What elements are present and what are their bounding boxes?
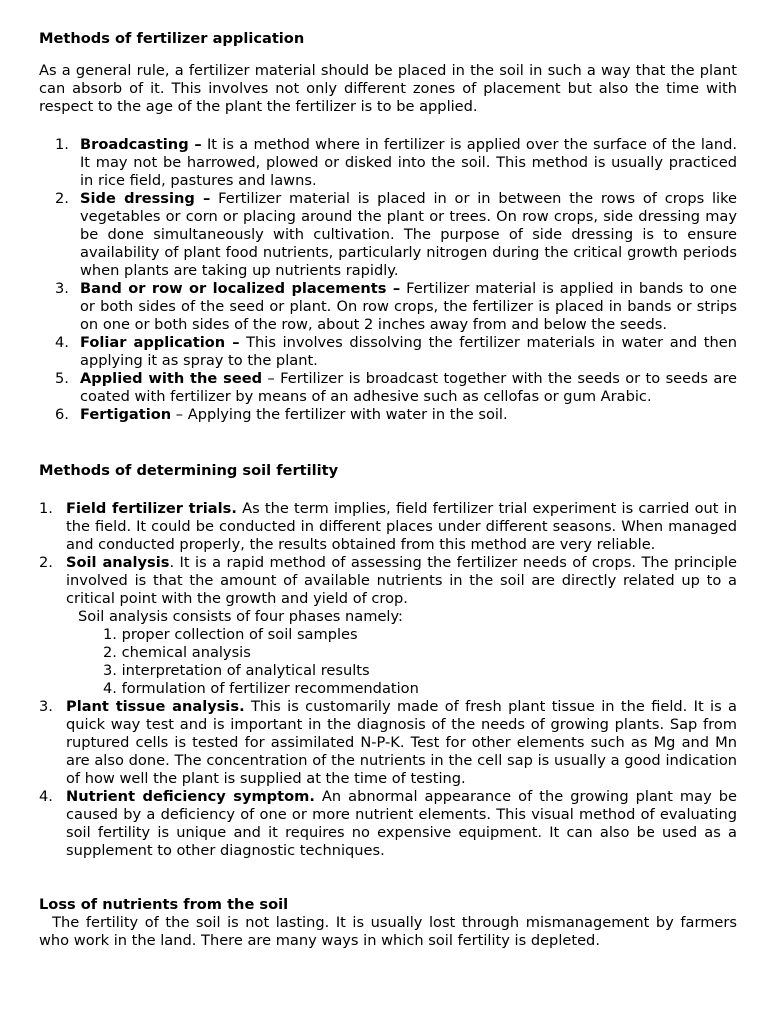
item-term: Plant tissue analysis. — [66, 698, 245, 715]
item-text: This is customarily made of fresh plant tissue in the field. It is a quick way test and is important in the diagnosis of the needs of growing plants. Sap from ruptured cells is tested for assimilated N-P-K. Test for other elements such as Mg and Mn are also done. The concentration of the nutrients in the cell sap is usually a good indication of how well the plant is supplied at the time of testing. — [66, 698, 737, 787]
section-heading-nutrient-loss: Loss of nutrients from the soil — [39, 896, 289, 913]
item-text: It is a method where in fertilizer is applied over the surface of the land. It may not be harrowed, plowed or disked into the soil. This method is usually practiced in rice field, pastures and lawns. — [80, 136, 737, 189]
list-number: 3. — [39, 698, 53, 715]
item-term: Band or row or localized placements – — [80, 280, 401, 297]
list-item — [39, 500, 737, 554]
list-item — [39, 190, 737, 280]
item-text: Fertilizer material is applied in bands to one or both sides of the seed or plant. On row crops, the fertilizer is placed in bands or strips on one or both sides of the row, about 2 inches away from and below the seeds. — [80, 280, 737, 333]
list-number: 5. — [55, 370, 69, 387]
list-number: 6. — [55, 406, 69, 423]
fertilizer-methods-list — [39, 136, 737, 424]
list-item — [39, 406, 737, 424]
section-heading-soil-fertility: Methods of determining soil fertility — [39, 462, 339, 479]
item-text: . It is a rapid method of assessing the fertilizer needs of crops. The principle involved is that the amount of available nutrients in the soil are directly related up to a critical point with the growth and yield of crop. — [66, 554, 737, 607]
list-item — [39, 334, 737, 370]
item-term: Soil analysis — [66, 554, 170, 571]
item-text: This involves dissolving the fertilizer materials in water and then applying it as spray to the plant. — [80, 334, 737, 369]
item-term: Applied with the seed — [80, 370, 263, 387]
soil-phase-item: 4. formulation of fertilizer recommendation — [103, 680, 419, 697]
list-item — [39, 136, 737, 190]
soil-phase-item: 1. proper collection of soil samples — [103, 626, 358, 643]
item-text: Fertilizer material is placed in or in between the rows of crops like vegetables or corn or placing around the plant or trees. On row crops, side dressing may be done simultaneously with cultivation. The purpose of side dressing is to ensure availability of plant food nutrients, particularly nitrogen during the critical growth periods when plants are taking up nutrients rapidly. — [80, 190, 737, 279]
soil-fertility-methods-list — [39, 500, 737, 860]
list-item — [39, 554, 737, 698]
item-term: Side dressing – — [80, 190, 211, 207]
soil-phase-item: 2. chemical analysis — [103, 644, 251, 661]
list-item — [39, 370, 737, 406]
item-text: As the term implies, field fertilizer trial experiment is carried out in the field. It could be conducted in different places under different seasons. When managed and conducted properly, the results obtained from this method are very reliable. — [66, 500, 737, 553]
item-term: Nutrient deficiency symptom. — [66, 788, 315, 805]
item-term: Foliar application – — [80, 334, 240, 351]
list-number: 2. — [55, 190, 69, 207]
item-text: – Applying the fertilizer with water in the soil. — [171, 406, 508, 423]
list-item — [39, 280, 737, 334]
soil-phase-item: 3. interpretation of analytical results — [103, 662, 370, 679]
item-text: – Fertilizer is broadcast together with the seeds or to seeds are coated with fertilizer by means of an adhesive such as cellofas or gum Arabic. — [80, 370, 737, 405]
list-number: 1. — [39, 500, 53, 517]
item-term: Fertigation — [80, 406, 172, 423]
soil-phases-intro: Soil analysis consists of four phases namely: — [78, 608, 403, 625]
list-item — [39, 788, 737, 860]
intro-paragraph: As a general rule, a fertilizer material should be placed in the soil in such a way that the plant can absorb of it. This involves not only different zones of placement but also the time with respect to the age of the plant the fertilizer is to be applied. — [39, 62, 737, 115]
nutrient-loss-paragraph: The fertility of the soil is not lasting. It is usually lost through mismanagement by farmers who work in the land. There are many ways in which soil fertility is depleted. — [39, 914, 742, 949]
item-term: Broadcasting – — [80, 136, 202, 153]
list-item — [39, 698, 737, 788]
list-number: 4. — [55, 334, 69, 351]
item-term: Field fertilizer trials. — [66, 500, 237, 517]
list-number: 1. — [55, 136, 69, 153]
list-number: 4. — [39, 788, 53, 805]
list-number: 2. — [39, 554, 53, 571]
section-heading-fertilizer-application: Methods of fertilizer application — [39, 30, 305, 47]
item-text: An abnormal appearance of the growing plant may be caused by a deficiency of one or more nutrient elements. This visual method of evaluating soil fertility is unique and it requires no expensive equipment. It can also be used as a supplement to other diagnostic techniques. — [66, 788, 738, 859]
list-number: 3. — [55, 280, 69, 297]
